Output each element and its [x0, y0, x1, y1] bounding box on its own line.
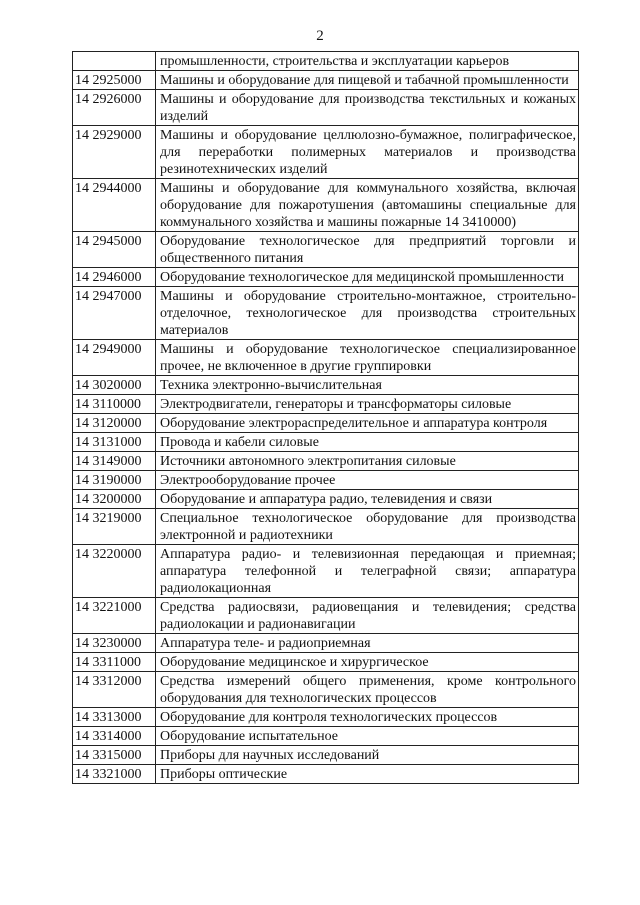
okof-code: 14 3315000 [73, 746, 156, 765]
classifier-table [72, 51, 579, 784]
okof-code: 14 3219000 [73, 509, 156, 545]
okof-description: Аппаратура радио- и телевизионная передающая и приемная; аппаратура телефонной и телеграфной связи; аппаратура радиолокационная [156, 545, 579, 598]
okof-description: Оборудование для контроля технологических процессов [156, 708, 579, 727]
okof-code: 14 3120000 [73, 414, 156, 433]
table-row [73, 653, 579, 672]
okof-code: 14 3020000 [73, 376, 156, 395]
okof-code: 14 3149000 [73, 452, 156, 471]
okof-code: 14 3230000 [73, 634, 156, 653]
okof-code: 14 2944000 [73, 179, 156, 232]
okof-code: 14 2925000 [73, 71, 156, 90]
table-row [73, 126, 579, 179]
okof-description: Оборудование и аппаратура радио, телевидения и связи [156, 490, 579, 509]
okof-code: 14 3131000 [73, 433, 156, 452]
okof-description: Оборудование технологическое для медицинской промышленности [156, 268, 579, 287]
okof-description: Машины и оборудование для производства текстильных и кожаных изделий [156, 90, 579, 126]
okof-description: Оборудование электрораспределительное и аппаратура контроля [156, 414, 579, 433]
okof-description: Оборудование испытательное [156, 727, 579, 746]
okof-code: 14 2946000 [73, 268, 156, 287]
table-row [73, 433, 579, 452]
okof-description: Техника электронно-вычислительная [156, 376, 579, 395]
okof-description: Аппаратура теле- и радиоприемная [156, 634, 579, 653]
okof-code: 14 3311000 [73, 653, 156, 672]
table-row [73, 471, 579, 490]
okof-code: 14 2929000 [73, 126, 156, 179]
table-row [73, 414, 579, 433]
okof-description: Приборы оптические [156, 765, 579, 784]
page-number: 2 [316, 28, 324, 44]
okof-code: 14 3190000 [73, 471, 156, 490]
okof-description: Машины и оборудование для пищевой и табачной промышленности [156, 71, 579, 90]
okof-code: 14 2945000 [73, 232, 156, 268]
okof-description: Средства измерений общего применения, кроме контрольного оборудования для технологических процессов [156, 672, 579, 708]
okof-description: Электрооборудование прочее [156, 471, 579, 490]
okof-code: 14 3314000 [73, 727, 156, 746]
okof-code: 14 3110000 [73, 395, 156, 414]
okof-description: Средства радиосвязи, радиовещания и телевидения; средства радиолокации и радионавигации [156, 598, 579, 634]
table-row [73, 509, 579, 545]
okof-code: 14 2947000 [73, 287, 156, 340]
table-row [73, 268, 579, 287]
okof-code: 14 3321000 [73, 765, 156, 784]
okof-description: Приборы для научных исследований [156, 746, 579, 765]
table-row [73, 71, 579, 90]
okof-description: Машины и оборудование технологическое специализированное прочее, не включенное в другие группировки [156, 340, 579, 376]
table-row [73, 232, 579, 268]
okof-code [73, 52, 156, 71]
okof-description: Специальное технологическое оборудование для производства электронной и радиотехники [156, 509, 579, 545]
okof-code: 14 3200000 [73, 490, 156, 509]
table-row [73, 490, 579, 509]
okof-code: 14 2949000 [73, 340, 156, 376]
table-row [73, 765, 579, 784]
table-row [73, 452, 579, 471]
okof-description: Машины и оборудование целлюлозно-бумажное, полиграфическое, для переработки полимерных материалов и производства резинотехнических изделий [156, 126, 579, 179]
table-row [73, 287, 579, 340]
classifier-table-body [73, 52, 579, 784]
table-row [73, 598, 579, 634]
okof-description: Оборудование медицинское и хирургическое [156, 653, 579, 672]
table-row [73, 52, 579, 71]
okof-description: промышленности, строительства и эксплуатации карьеров [156, 52, 579, 71]
okof-code: 14 2926000 [73, 90, 156, 126]
table-row [73, 340, 579, 376]
table-row [73, 672, 579, 708]
table-row [73, 708, 579, 727]
okof-code: 14 3221000 [73, 598, 156, 634]
table-row [73, 634, 579, 653]
table-row [73, 395, 579, 414]
table-row [73, 545, 579, 598]
okof-description: Оборудование технологическое для предприятий торговли и общественного питания [156, 232, 579, 268]
okof-description: Машины и оборудование строительно-монтажное, строительно-отделочное, технологическое для производства строительных материалов [156, 287, 579, 340]
table-row [73, 376, 579, 395]
okof-description: Провода и кабели силовые [156, 433, 579, 452]
table-row [73, 746, 579, 765]
okof-code: 14 3220000 [73, 545, 156, 598]
okof-description: Электродвигатели, генераторы и трансформаторы силовые [156, 395, 579, 414]
table-row [73, 179, 579, 232]
okof-code: 14 3313000 [73, 708, 156, 727]
table-row [73, 727, 579, 746]
table-row [73, 90, 579, 126]
okof-description: Машины и оборудование для коммунального хозяйства, включая оборудование для пожаротушения (автомашины специальные для коммунального хозяйства и машины пожарные 14 3410000) [156, 179, 579, 232]
okof-code: 14 3312000 [73, 672, 156, 708]
okof-description: Источники автономного электропитания силовые [156, 452, 579, 471]
